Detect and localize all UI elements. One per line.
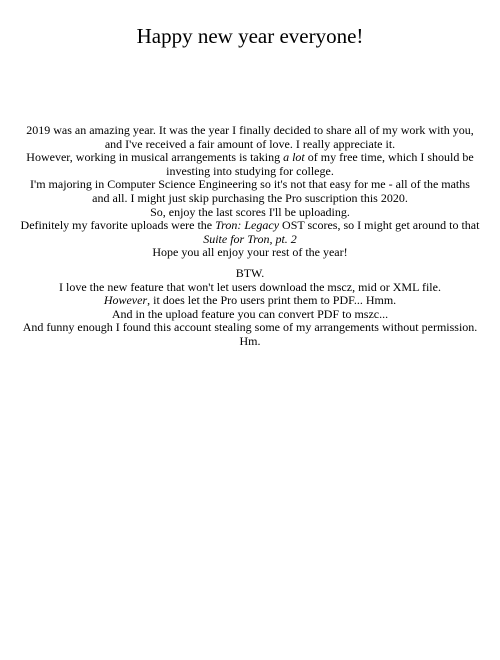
paragraph-hm	[20, 335, 480, 349]
paragraph-however	[20, 294, 480, 308]
paragraph-favorite-uploads	[20, 219, 480, 246]
however-text-after: , it does let the Pro users print them to PDF... Hmm.	[147, 293, 397, 308]
new-feature-text: I love the new feature that won't let users download the mscz, mid or XML file.	[59, 279, 441, 294]
hope-text: Hope you all enjoy your rest of the year!	[152, 245, 348, 260]
favorite-title-suite-for-tron: Suite for Tron, pt. 2	[203, 231, 297, 246]
hm-text: Hm.	[239, 333, 261, 348]
btw-text: BTW.	[235, 265, 265, 280]
free-time-emphasis: a lot	[283, 150, 305, 165]
message-body	[20, 124, 480, 349]
however-emphasis: However	[103, 293, 148, 308]
paragraph-free-time	[20, 151, 480, 178]
page-title: Happy new year everyone!	[136, 24, 364, 48]
favorite-title-tron-legacy: Tron: Legacy	[215, 218, 280, 233]
intro-line-1: 2019 was an amazing year. It was the year I finally decided to share all of my work with you,	[26, 123, 474, 137]
paragraph-new-feature	[20, 281, 480, 295]
favorite-text-middle: OST scores, so I might get around to that	[279, 218, 480, 233]
paragraph-hope	[20, 246, 480, 260]
free-time-text-after: of my free time, which I should be investing into studying for college.	[166, 150, 474, 178]
paragraph-btw	[20, 267, 480, 281]
intro-line-2: and I've received a fair amount of love. I really appreciate it.	[104, 136, 396, 151]
paragraph-last-scores	[20, 206, 480, 220]
free-time-text-before: However, working in musical arrangements is taking	[26, 150, 284, 165]
paragraph-stealing	[20, 321, 480, 335]
favorite-text-before: Definitely my favorite uploads were the	[20, 218, 216, 233]
majoring-text: I'm majoring in Computer Science Engineering so it's not that easy for me - all of the maths and all. I might just skip purchasing the Pro suscription this 2020.	[30, 177, 470, 205]
stealing-text: And funny enough I found this account stealing some of my arrangements without permission.	[22, 320, 478, 335]
upload-feature-text: And in the upload feature you can convert PDF to mszc...	[111, 306, 389, 321]
paragraph-majoring	[20, 178, 480, 205]
last-scores-text: So, enjoy the last scores I'll be uploading.	[150, 204, 350, 219]
paragraph-intro	[20, 124, 480, 151]
paragraph-upload-feature	[20, 308, 480, 322]
